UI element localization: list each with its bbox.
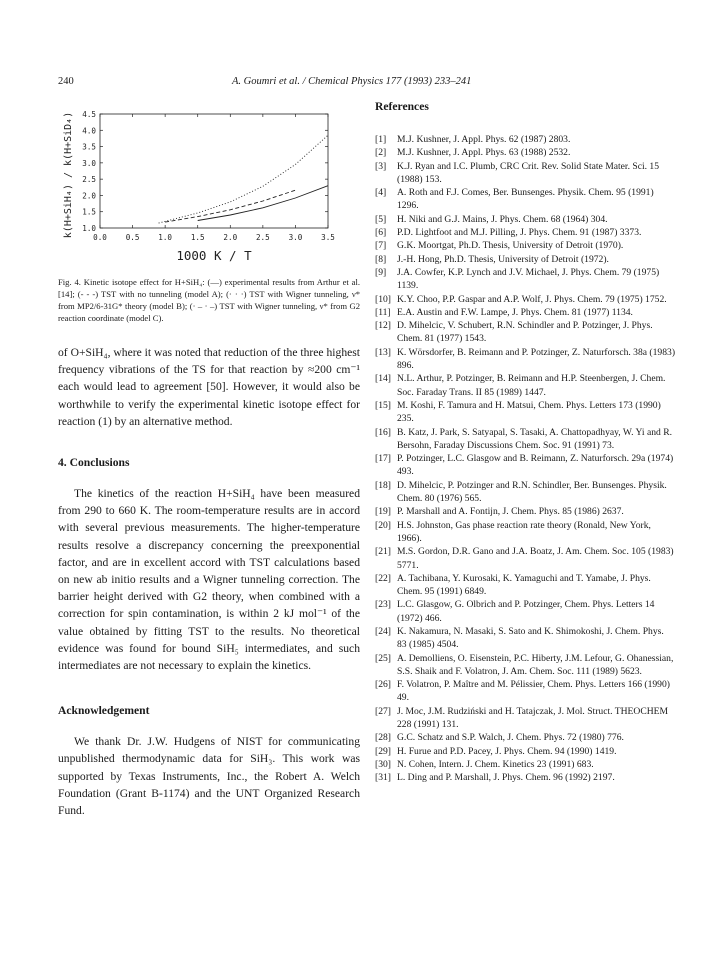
reference-item — [375, 519, 675, 546]
reference-text: D. Mihelcic, P. Potzinger and R.N. Schindler, Ber. Bunsenges. Physik. Chem. 80 (1976) 565. — [397, 479, 667, 505]
reference-text: M.J. Kushner, J. Appl. Phys. 62 (1987) 2803. — [397, 134, 571, 145]
reference-number: [29] — [375, 745, 391, 757]
reference-item — [375, 253, 675, 266]
y-tick-label: 1.0 — [82, 224, 96, 233]
reference-item — [375, 213, 675, 226]
reference-text: N.L. Arthur, P. Potzinger, B. Reimann and H.P. Steenbergen, J. Chem. Soc. Faraday Trans. II 85 (1989) 1447. — [397, 373, 666, 398]
references-heading: References — [375, 100, 429, 113]
reference-number: [4] — [375, 187, 387, 199]
reference-text: J.-H. Hong, Ph.D. Thesis, University of Detroit (1972). — [397, 253, 609, 265]
reference-text: A. Roth and F.J. Comes, Ber. Bunsenges. Physik. Chem. 95 (1991) 1296. — [397, 187, 654, 212]
y-tick-label: 4.0 — [82, 126, 96, 136]
reference-number: [13] — [375, 346, 391, 358]
y-tick-label: 3.5 — [82, 142, 96, 152]
reference-item — [375, 705, 675, 732]
reference-item — [375, 293, 675, 306]
figure-caption: Fig. 4. Kinetic isotope effect for H+SiH₄: (—) experimental results from Arthur et al. [14]; (- - -) TST with no tunneling (model A); (· · ·) TST with Wigner tunneling, ν* from MP2/6-31G* theory (model B); (· – · –) TST with Wigner tunneling, ν* from G2 reaction coordinate (model C). — [58, 277, 360, 323]
reference-text: P.D. Lightfoot and M.J. Pilling, J. Phys. Chem. 91 (1987) 3373. — [397, 227, 642, 239]
reference-number: [6] — [375, 227, 387, 239]
acknowledgement-heading: Acknowledgement — [58, 704, 150, 718]
reference-text: K. Nakamura, N. Masaki, S. Sato and K. Shimokoshi, J. Chem. Phys. 83 (1985) 4504. — [397, 625, 664, 651]
reference-text: N. Cohen, Intern. J. Chem. Kinetics 23 (1991) 683. — [397, 758, 594, 770]
reference-item — [375, 266, 675, 293]
reference-text: A. Demolliens, O. Eisenstein, P.C. Hiberty, J.M. Lefour, G. Ohanessian, S.S. Shaik and F. Volatron, J. Am. Chem. Soc. 111 (1989) 5623. — [397, 652, 674, 677]
reference-text: M.S. Gordon, D.R. Gano and J.A. Boatz, J. Am. Chem. Soc. 105 (1983) 5771. — [397, 546, 674, 571]
conclusions-paragraph: The kinetics of the reaction H+SiH₄ have been measured from 290 to 660 K. The room-temperature results are in accord with several previous measurements. The higher-temperature results resolve a discrepancy concerning the preexponential factor, and are in excellent accord with TST calculations based on new ab initio results and a Wigner tunneling correction. The barrier height derived with G2 theory, when combined with a correction for spin contamination, is within 2 kJ mol⁻¹ of the value obtained by fitting TST to the results. No theoretical evidence was found for bound SiH₅ intermediates, and such intermediates are not necessary to explain the kinetics. — [58, 487, 360, 673]
reference-text: J. Moc, J.M. Rudziński and H. Tatajczak, J. Mol. Struct. THEOCHEM 228 (1991) 131. — [397, 705, 669, 731]
reference-item — [375, 346, 675, 373]
series-line-dotted — [159, 135, 328, 223]
reference-number: [12] — [375, 320, 391, 332]
reference-number: [10] — [375, 293, 391, 305]
reference-number: [23] — [375, 599, 391, 611]
x-axis-label: 1000 K / T — [176, 248, 252, 263]
x-tick-label: 1.0 — [158, 233, 173, 242]
reference-number: [15] — [375, 399, 391, 411]
reference-number: [21] — [375, 546, 391, 558]
reference-number: [31] — [375, 772, 391, 784]
reference-number: [18] — [375, 479, 391, 491]
reference-text: L.C. Glasgow, G. Olbrich and P. Potzinger, Chem. Phys. Letters 14 (1972) 466. — [397, 599, 655, 624]
reference-number: [20] — [375, 519, 391, 531]
reference-number: [1] — [375, 134, 387, 145]
reference-number: [11] — [375, 306, 391, 318]
reference-item — [375, 625, 675, 652]
figure-4 — [58, 100, 360, 270]
reference-text: K.J. Ryan and I.C. Plumb, CRC Crit. Rev. Solid State Mater. Sci. 15 (1988) 153. — [397, 160, 660, 185]
reference-number: [16] — [375, 426, 391, 438]
series-line-solid — [198, 186, 328, 221]
y-tick-label: 4.5 — [82, 110, 96, 119]
x-tick-label: 3.5 — [321, 233, 335, 242]
y-tick-label: 2.0 — [82, 191, 96, 201]
x-tick-label: 3.0 — [288, 233, 303, 242]
y-tick-label: 2.5 — [82, 175, 96, 185]
reference-number: [24] — [375, 625, 391, 637]
right-column — [375, 100, 675, 785]
reference-number: [14] — [375, 373, 391, 385]
reference-item — [375, 372, 675, 399]
reference-number: [26] — [375, 679, 391, 691]
reference-item — [375, 319, 675, 346]
reference-item — [375, 452, 675, 479]
reference-number: [9] — [375, 266, 387, 278]
running-head: A. Goumri et al. / Chemical Physics 177 (1993) 233–241 — [232, 76, 472, 87]
page-number: 240 — [58, 76, 74, 87]
reference-text: P. Marshall and A. Fontijn, J. Chem. Phys. 85 (1986) 2637. — [397, 506, 624, 518]
reference-text: B. Katz, J. Park, S. Satyapal, S. Tasaki, A. Chattopadhyay, W. Yi and R. Bersohn, Faraday Discussions Chem. Soc. 91 (1991) 73. — [397, 426, 673, 451]
reference-item — [375, 226, 675, 239]
reference-number: [19] — [375, 506, 391, 518]
reference-text: H. Niki and G.J. Mains, J. Phys. Chem. 68 (1964) 304. — [397, 213, 608, 225]
reference-text: A. Tachibana, Y. Kurosaki, K. Yamaguchi and T. Yamabe, J. Phys. Chem. 95 (1991) 6849. — [397, 572, 651, 598]
y-tick-label: 3.0 — [82, 158, 96, 168]
reference-text: K.Y. Choo, P.P. Gaspar and A.P. Wolf, J. Phys. Chem. 79 (1975) 1752. — [397, 293, 667, 305]
reference-number: [28] — [375, 732, 391, 744]
reference-item — [375, 186, 675, 213]
reference-text: H. Furue and P.D. Pacey, J. Phys. Chem. 94 (1990) 1419. — [397, 745, 617, 757]
reference-item — [375, 598, 675, 625]
plot-frame — [100, 114, 328, 228]
reference-text: G.C. Schatz and S.P. Walch, J. Chem. Phys. 72 (1980) 776. — [397, 732, 624, 744]
reference-item — [375, 239, 675, 252]
reference-item — [375, 306, 675, 319]
reference-text: L. Ding and P. Marshall, J. Phys. Chem. 96 (1992) 2197. — [397, 772, 615, 784]
reference-item — [375, 160, 675, 187]
x-tick-label: 0.0 — [93, 233, 107, 242]
reference-item — [375, 652, 675, 679]
reference-number: [5] — [375, 213, 387, 225]
reference-text: K. Wörsdorfer, B. Reimann and P. Potzinger, Z. Naturforsch. 38a (1983) 896. — [397, 346, 676, 372]
reference-text: J.A. Cowfer, K.P. Lynch and J.V. Michael, J. Phys. Chem. 79 (1975) 1139. — [397, 266, 660, 292]
reference-number: [17] — [375, 453, 391, 465]
reference-number: [27] — [375, 705, 391, 717]
left-column — [58, 100, 360, 819]
reference-item — [375, 505, 675, 518]
reference-item — [375, 479, 675, 506]
y-tick-label: 1.5 — [82, 207, 96, 217]
reference-item — [375, 146, 675, 159]
series-line-dashed — [165, 190, 295, 222]
conclusions-heading: 4. Conclusions — [58, 456, 130, 470]
x-tick-label: 1.5 — [190, 233, 205, 242]
reference-item — [375, 399, 675, 426]
reference-number: [22] — [375, 572, 391, 584]
reference-number: [7] — [375, 240, 387, 252]
y-axis-label: k(H+SiH₄) / k(H+SiD₄) — [63, 111, 74, 239]
reference-text: D. Mihelcic, V. Schubert, R.N. Schindler and P. Potzinger, J. Phys. Chem. 81 (1977) 1543. — [397, 320, 653, 345]
kie-chart — [58, 100, 360, 270]
reference-text: G.K. Moortgat, Ph.D. Thesis, University of Detroit (1970). — [397, 240, 624, 252]
reference-text: P. Potzinger, L.C. Glasgow and B. Reimann, Z. Naturforsch. 29a (1974) 493. — [397, 453, 674, 478]
reference-item — [375, 426, 675, 453]
reference-number: [30] — [375, 758, 391, 770]
reference-item — [375, 758, 675, 771]
x-tick-label: 0.5 — [125, 233, 140, 242]
reference-item — [375, 545, 675, 572]
continuation-paragraph: of O+SiH₄, where it was noted that reduction of the three highest frequency vibrations of the TS for that reaction by ≈200 cm⁻¹ each would lead to agreement [50]. However, it would also be worthwhile to verify the experimental kinetic isotope effect for reaction (1) by an alternative method. — [58, 346, 360, 428]
reference-number: [25] — [375, 652, 391, 664]
reference-text: M. Koshi, F. Tamura and H. Matsui, Chem. Phys. Letters 173 (1990) 235. — [397, 399, 661, 425]
reference-number: [3] — [375, 160, 387, 172]
reference-number: [8] — [375, 253, 387, 265]
reference-text: E.A. Austin and F.W. Lampe, J. Phys. Chem. 81 (1977) 1134. — [397, 306, 633, 318]
reference-item — [375, 745, 675, 758]
reference-text: M.J. Kushner, J. Appl. Phys. 63 (1988) 2532. — [397, 147, 571, 159]
reference-text: F. Volatron, P. Maître and M. Pélissier, Chem. Phys. Letters 166 (1990) 49. — [397, 679, 670, 704]
acknowledgement-paragraph: We thank Dr. J.W. Hudgens of NIST for communicating unpublished thermodynamic data for SiH₃. This work was supported by Texas Instruments, Inc., the Robert A. Welch Foundation (Grant B-1174) and the UNT Organized Research Fund. — [58, 735, 360, 818]
x-tick-label: 2.5 — [255, 233, 270, 242]
reference-item — [375, 133, 675, 146]
reference-item — [375, 572, 675, 599]
reference-item — [375, 771, 675, 784]
reference-number: [2] — [375, 147, 387, 159]
reference-text: H.S. Johnston, Gas phase reaction rate theory (Ronald, New York, 1966). — [397, 519, 651, 544]
reference-list — [375, 133, 675, 785]
reference-item — [375, 731, 675, 744]
x-tick-label: 2.0 — [223, 233, 238, 242]
reference-item — [375, 678, 675, 705]
